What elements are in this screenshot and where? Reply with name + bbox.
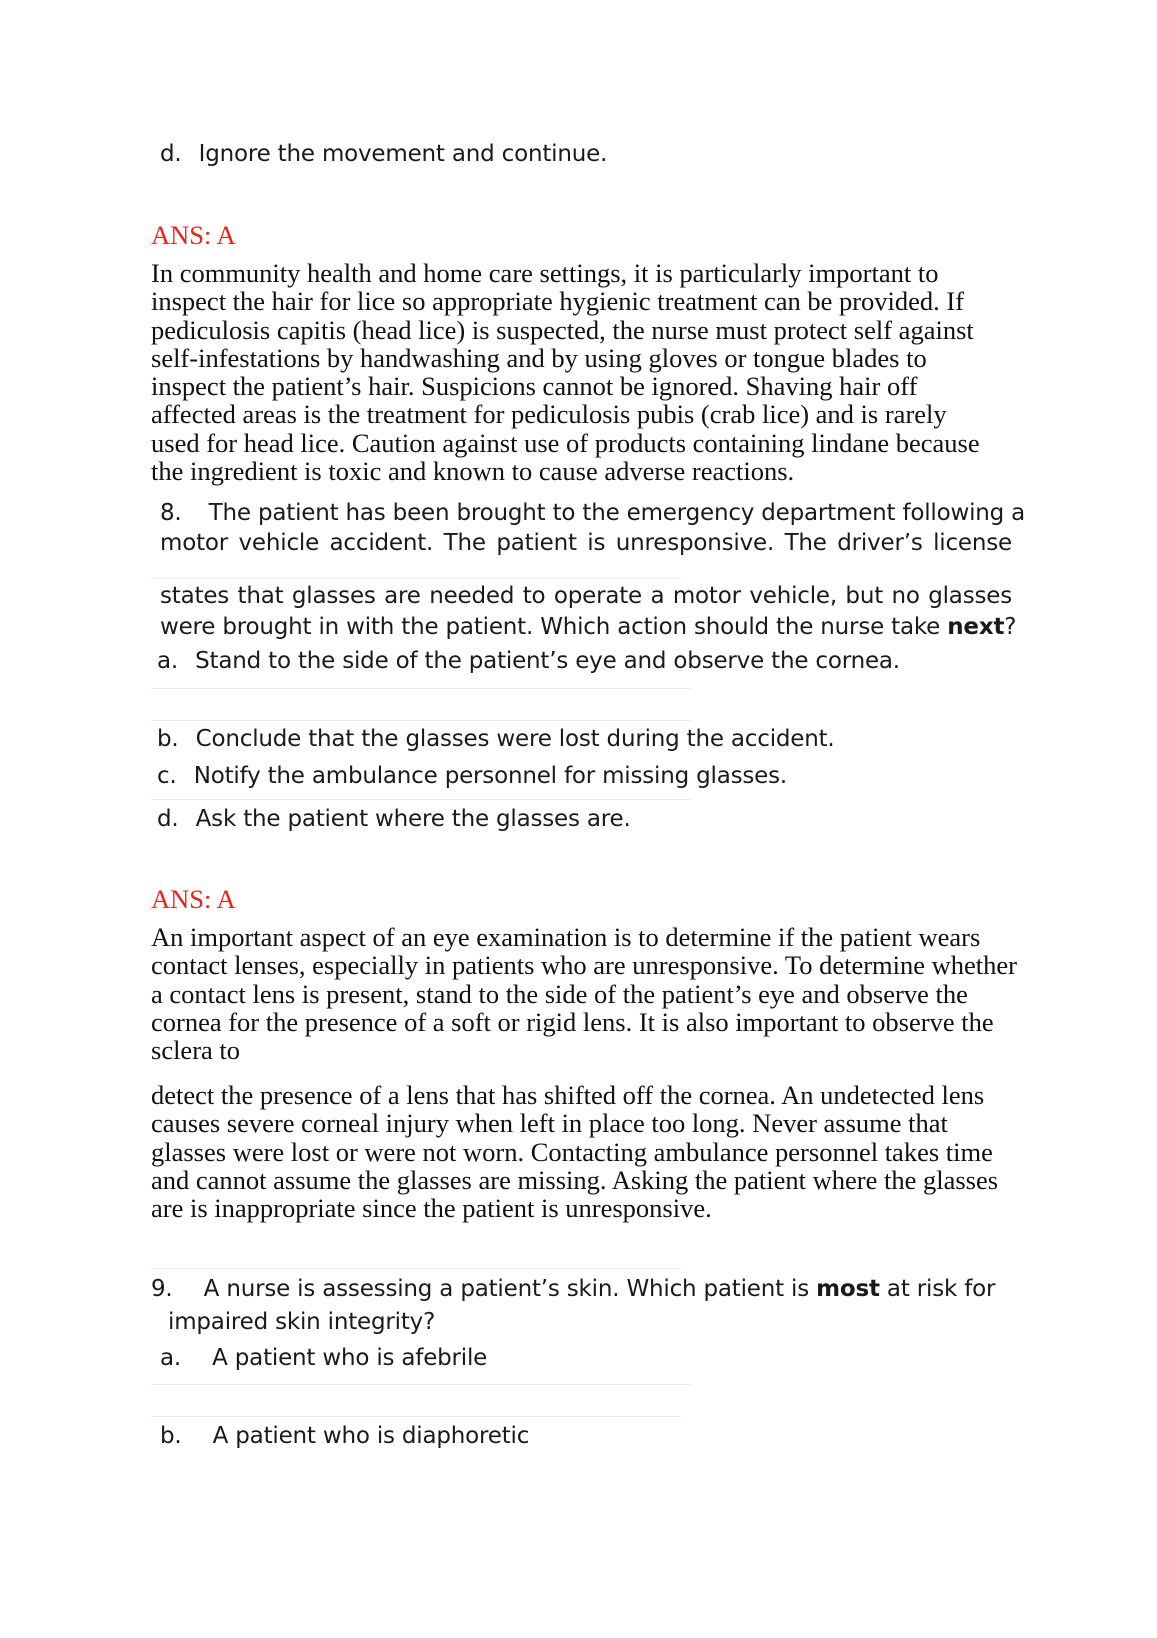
option-letter: c. <box>157 763 177 789</box>
q8-stem-line2: motor vehicle accident. The patient is unresponsive. The driver’s license <box>160 530 1012 556</box>
option-letter: a. <box>157 648 179 674</box>
q8-rationale-part2: detect the presence of a lens that has shifted off the cornea. An undetected lens causes severe corneal injury when left in place too long. Never assume that glasses were lost or were not worn. Contacting ambulance personnel takes time and cannot assume the glasses are missing. Asking the patient where the glasses are is inappropriate since the patient is unresponsive. <box>151 1080 999 1224</box>
emphasis-text: next <box>947 614 1005 640</box>
option-text: Notify the ambulance personnel for missing glasses. <box>193 763 788 789</box>
option-text: A patient who is diaphoretic <box>212 1423 530 1449</box>
q8-option-c <box>157 763 787 789</box>
option-letter: b. <box>157 726 179 752</box>
emphasis-text: most <box>816 1276 880 1302</box>
stem-text <box>204 1276 996 1302</box>
q7-answer-label: ANS: A <box>151 220 236 250</box>
q8-answer-label: ANS: A <box>151 884 236 914</box>
option-letter: b. <box>160 1423 182 1449</box>
divider <box>151 1416 681 1417</box>
question-number: 8. <box>160 500 182 526</box>
option-text: Conclude that the glasses were lost during the accident. <box>195 726 835 752</box>
q9-option-a <box>160 1345 487 1371</box>
stem-text: The patient has been brought to the emergency department following a <box>208 500 1026 526</box>
q9-option-b <box>160 1423 529 1449</box>
stem-post: at risk for <box>879 1276 996 1302</box>
option-text: Ask the patient where the glasses are. <box>195 806 631 832</box>
question-number: 9. <box>151 1276 173 1302</box>
q9-stem-line2: impaired skin integrity? <box>168 1309 436 1335</box>
q8-option-b <box>157 726 835 752</box>
option-text: Ignore the movement and continue. <box>198 141 608 167</box>
stem-pre: A nurse is assessing a patient’s skin. Which patient is <box>203 1276 817 1302</box>
option-text: Stand to the side of the patient’s eye and observe the cornea. <box>195 648 900 674</box>
stem-text: were brought in with the patient. Which action should the nurse take <box>160 614 948 640</box>
q8-stem-line4 <box>160 614 1016 640</box>
q8-option-a <box>157 648 900 674</box>
option-letter: d. <box>160 141 182 167</box>
q7-option-d <box>160 141 607 167</box>
option-text: A patient who is afebrile <box>212 1345 488 1371</box>
divider <box>151 688 691 689</box>
q7-rationale: In community health and home care settings, it is particularly important to inspect the hair for lice so appropriate hygienic treatment can be provided. If pediculosis capitis (head lice) is suspected, the nurse must protect self against self-infestations by handwashing and by using gloves or tongue blades to inspect the patient’s hair. Suspicions cannot be ignored. Shaving hair off affected areas is the treatment for pediculosis pubis (crab lice) and is rarely used for head lice. Caution against use of products containing lindane because the ingredient is toxic and known to cause adverse reactions. <box>151 258 980 487</box>
option-letter: a. <box>160 1345 182 1371</box>
divider <box>151 578 681 579</box>
divider <box>151 720 691 721</box>
divider <box>151 799 691 800</box>
q9-stem-line1 <box>151 1276 995 1302</box>
option-letter: d. <box>157 806 179 832</box>
q8-stem-line1 <box>160 500 1025 526</box>
divider <box>151 1268 681 1269</box>
q8-stem-line3: states that glasses are needed to operate a motor vehicle, but no glasses <box>160 583 1012 609</box>
divider <box>151 1384 691 1385</box>
q8-option-d <box>157 806 631 832</box>
q8-rationale-part1: An important aspect of an eye examination is to determine if the patient wears contact lenses, especially in patients who are unresponsive. To determine whether a contact lens is present, stand to the side of the patient’s eye and observe the cornea for the presence of a soft or rigid lens. It is also important to observe the sclera to <box>151 922 1017 1066</box>
stem-text: ? <box>1004 614 1017 640</box>
